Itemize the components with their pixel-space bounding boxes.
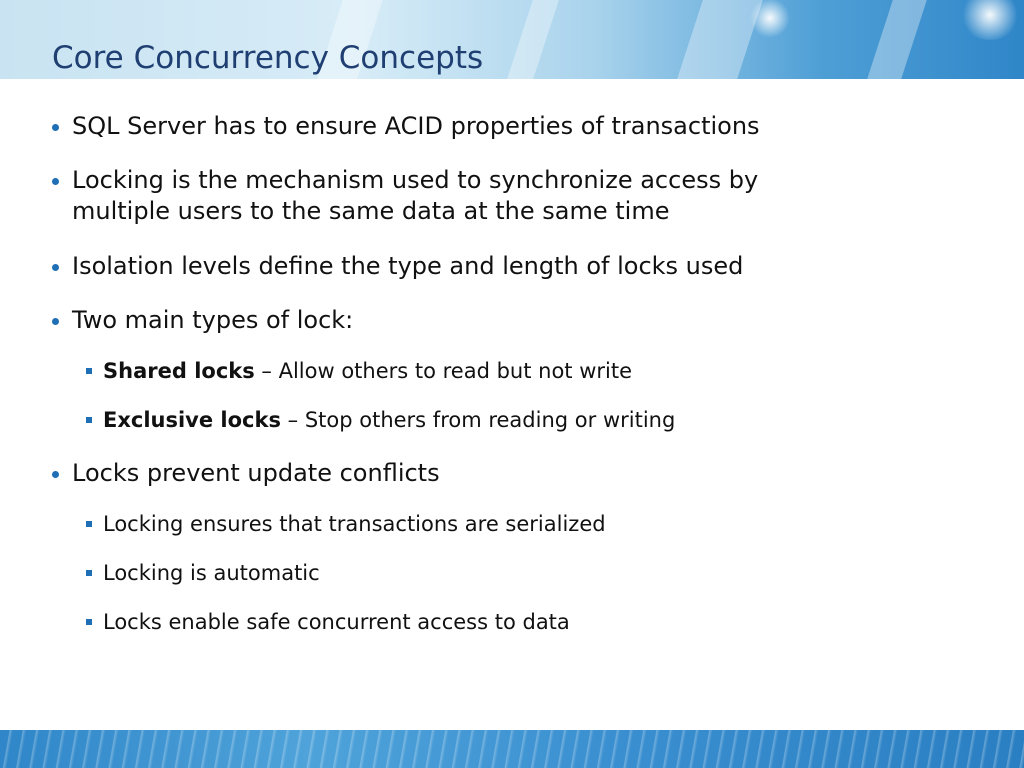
sub-bullet-text [103, 357, 966, 385]
sub-bullet-item [86, 510, 966, 538]
sub-bullet-square-icon [86, 570, 92, 576]
sub-bullet-term: Shared locks [103, 359, 255, 383]
sub-bullet-description: – Allow others to read but not write [254, 359, 633, 383]
bullet-item [52, 458, 952, 489]
sub-bullet-square-icon [86, 368, 92, 374]
sub-bullet-item [86, 406, 966, 434]
bullet-item [52, 305, 952, 336]
sub-bullet-text: Locks enable safe concurrent access to data [103, 610, 570, 634]
bullet-dot-icon [52, 124, 59, 131]
bullet-dot-icon [52, 471, 59, 478]
sub-bullet-square-icon [86, 619, 92, 625]
sub-bullet-square-icon [86, 417, 92, 423]
sub-bullet-text: Locking ensures that transactions are serialized [103, 512, 606, 536]
bullet-item [52, 165, 952, 227]
footer-light-stripes [0, 730, 1024, 768]
slide-title: Core Concurrency Concepts [52, 40, 484, 76]
bullet-text-line: multiple users to the same data at the same time [72, 197, 670, 225]
sub-bullet-square-icon [86, 521, 92, 527]
bullet-dot-icon [52, 178, 59, 185]
bullet-text: Locks prevent update conflicts [72, 459, 440, 487]
bullet-dot-icon [52, 264, 59, 271]
sub-bullet-text [103, 406, 966, 434]
sub-bullet-description: – Stop others from reading or writing [280, 408, 676, 432]
sub-bullet-item [86, 357, 966, 385]
footer-banner [0, 730, 1024, 768]
bullet-text: Isolation levels define the type and length of locks used [72, 252, 744, 280]
bullet-dot-icon [52, 318, 59, 325]
sub-bullet-term: Exclusive locks [103, 408, 281, 432]
bullet-text: Two main types of lock: [72, 306, 354, 334]
bullet-text: SQL Server has to ensure ACID properties of transactions [72, 112, 760, 140]
bullet-item [52, 111, 952, 142]
sub-bullet-item [86, 559, 966, 587]
bullet-item [52, 251, 952, 282]
bullet-text-line: Locking is the mechanism used to synchronize access by [72, 166, 759, 194]
sub-bullet-text: Locking is automatic [103, 561, 320, 585]
bullet-text [72, 165, 952, 227]
sub-bullet-item [86, 608, 966, 636]
